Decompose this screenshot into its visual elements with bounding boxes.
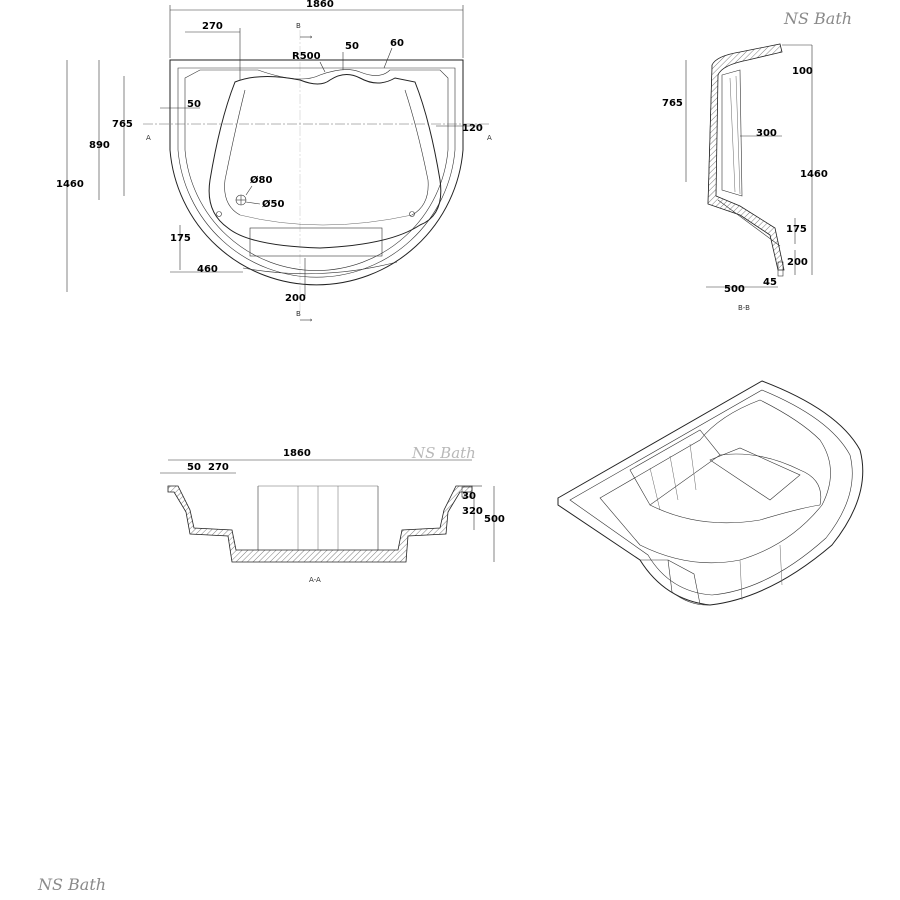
section-mark-a-right: A <box>487 134 492 142</box>
dim-front-50: 50 <box>187 462 201 473</box>
dim-front-270: 270 <box>208 462 229 473</box>
dim-plan-1460: 1460 <box>56 179 84 190</box>
dim-front-500: 500 <box>484 514 505 525</box>
front-section-view <box>160 448 505 584</box>
plan-step <box>250 228 382 256</box>
dim-plan-765: 765 <box>112 119 133 130</box>
dim-plan-890: 890 <box>89 140 110 151</box>
plan-view <box>56 0 492 320</box>
dim-side-300: 300 <box>756 128 777 139</box>
section-mark-b-top: B <box>296 22 301 30</box>
section-mark-a-left: A <box>146 134 151 142</box>
dim-side-500: 500 <box>724 284 745 295</box>
dim-side-200: 200 <box>787 257 808 268</box>
dim-side-175: 175 <box>786 224 807 235</box>
dim-plan-left-50: 50 <box>187 99 201 110</box>
plan-seat-right <box>405 90 428 215</box>
dim-side-100: 100 <box>792 66 813 77</box>
perspective-outer-rim <box>558 381 863 605</box>
brand-watermark-bottom: NS Bath <box>38 875 107 894</box>
dim-plan-175: 175 <box>170 233 191 244</box>
dim-front-30: 30 <box>462 491 476 502</box>
brand-watermark-top: NS Bath <box>784 9 853 28</box>
dim-plan-right-120: 120 <box>462 123 483 134</box>
dim-front-320: 320 <box>462 506 483 517</box>
dim-plan-top-60: 60 <box>390 38 404 49</box>
dim-side-765: 765 <box>662 98 683 109</box>
plan-basin <box>209 74 441 248</box>
plan-seat-left <box>225 90 245 215</box>
dim-drain-80: Ø80 <box>250 175 273 186</box>
section-label-aa: A-A <box>309 576 321 584</box>
side-section-view <box>662 44 828 312</box>
side-section-wall <box>708 44 784 270</box>
dim-plan-200: 200 <box>285 293 306 304</box>
section-mark-b-bottom: B <box>296 310 301 318</box>
dim-front-width: 1860 <box>283 448 311 459</box>
front-section-shell <box>168 486 472 562</box>
dim-plan-radius: R500 <box>292 51 321 62</box>
dim-plan-460: 460 <box>197 264 218 275</box>
dim-side-45: 45 <box>763 277 777 288</box>
plan-deck-line <box>185 70 448 271</box>
dim-plan-width: 1860 <box>306 0 334 10</box>
dim-drain-50: Ø50 <box>262 199 285 210</box>
dim-plan-top-50: 50 <box>345 41 359 52</box>
dim-side-1460: 1460 <box>800 169 828 180</box>
brand-watermark-middle: NS Bath <box>412 444 476 462</box>
plan-rim-inner <box>178 68 455 277</box>
perspective-view <box>558 381 863 605</box>
section-label-bb: B-B <box>738 304 750 312</box>
dim-plan-270: 270 <box>202 21 223 32</box>
